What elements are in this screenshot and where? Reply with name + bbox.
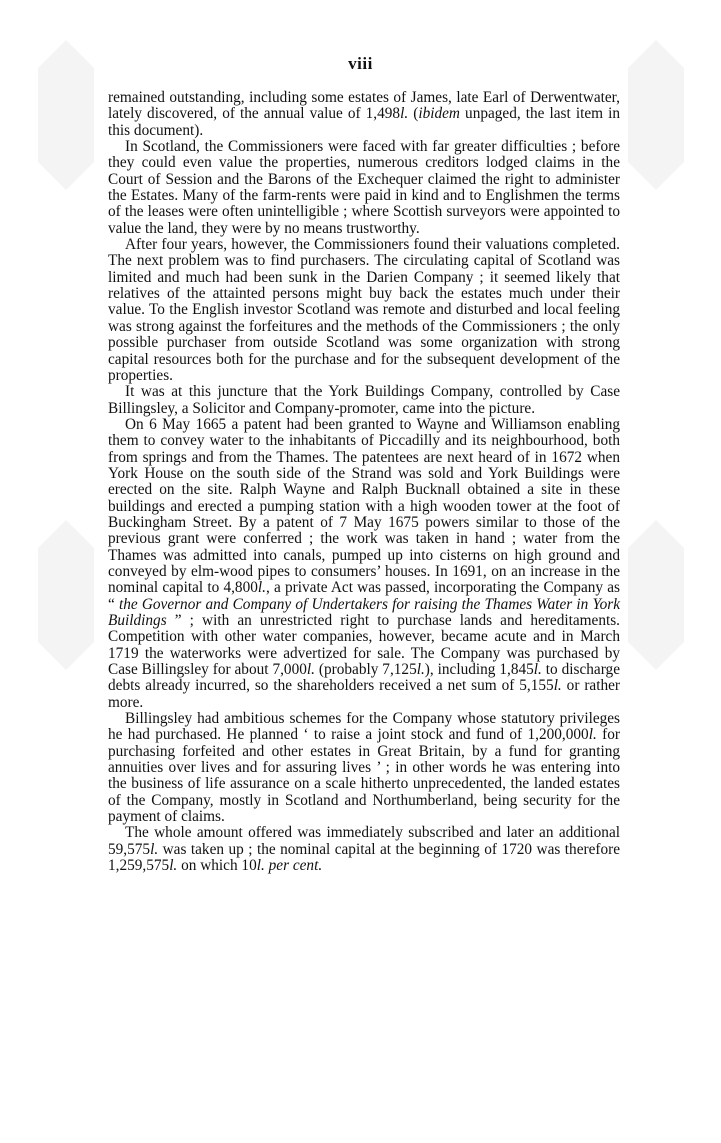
italic-text: the Governor and Company of Undertakers for raising the Thames Water in York Buildings [108,595,620,629]
text-run: Billingsley had ambitious schemes for the Company whose statutory privileges he had purchased. He planned ‘ to raise a joint stock and fund of 1,200,000 [108,710,620,744]
paragraph [108,384,620,417]
italic-text: l. [257,579,266,597]
italic-text: l. [256,857,265,875]
italic-text: l. [169,857,178,875]
text-run: for purchasing forfeited and other estates in Great Britain, by a fund for granting annuities over lives and for assuring lives ’ ; in other words he was entering into the business of life assurance on a scale hitherto unprecedented, the landed estates of the Company, mostly in Scotland and Northumberland, being security for the payment of claims. [108,726,620,826]
italic-text: l. [150,840,159,858]
paragraph [108,825,620,874]
paragraph [108,417,620,711]
text-run: , a private Act was passed, incorporating the Company as “ [108,579,620,613]
text-run: ), including 1,845 [424,661,534,679]
italic-text: per cent. [268,857,323,875]
italic-text: l. [306,661,315,679]
watermark-emblem-icon [38,520,94,670]
text-run: On 6 May 1665 a patent had been granted to Wayne and Williamson enabling them to convey water to the inhabitants of Piccadilly and its neighbourhood, both from springs and from the Thames. The patentees are next heard of in 1672 when York House on the south side of the Strand was sold and York Buildings were erected on the site. Ralph Wayne and Ralph Bucknall obtained a site in these buildings and erected a pumping station with a high wooden tower at the foot of Buckingham Street. By a patent of 7 May 1675 powers similar to those of the previous grant were conferred ; the work was taken in hand ; water from the Thames was admitted into canals, pumped up into cisterns on high ground and conveyed by elm-wood pipes to consumers’ houses. In 1691, on an increase in the nominal capital to 4,800 [108,415,620,597]
italic-text: l. [553,677,562,695]
italic-text: l. [533,661,542,679]
text-run: It was at this juncture that the York Buildings Company, controlled by Case Billingsley, a Solicitor and Company-promoter, came into the picture. [108,383,620,417]
paragraph [108,711,620,825]
text-run: or rather more. [108,677,621,711]
body-text [108,90,620,875]
text-run: The whole amount offered was immediately subscribed and later an additional 59,575 [108,824,620,858]
italic-text: l. [400,105,409,123]
italic-text: ibidem [418,105,460,123]
text-run: unpaged, the last item in this document). [108,105,620,139]
text-run: In Scotland, the Commissioners were faced with far greater difficulties ; before they could even value the properties, numerous creditors lodged claims in the Court of Session and the Barons of the Exchequer claimed the right to administer the Estates. Many of the farm-rents were paid in kind and to Englishmen the terms of the leases were often unintelligible ; where Scottish surveyors were appointed to value the land, they were by no means trustworthy. [108,138,620,237]
text-run: to discharge debts already incurred, so the shareholders received a net sum of 5,155 [108,661,620,695]
paragraph [108,237,620,384]
text-run: remained outstanding, including some estates of James, late Earl of Derwentwater, lately discovered, of the annual value of 1,498 [108,89,620,123]
watermark-emblem-icon [628,520,684,670]
text-run: on which 10 [177,857,257,875]
italic-text: l. [416,661,425,679]
paragraph [108,139,620,237]
text-run: ( [408,105,419,123]
paragraph [108,90,620,139]
text-run: After four years, however, the Commissioners found their valuations completed. The next problem was to find purchasers. The circulating capital of Scotland was limited and much had been sunk in the Darien Company ; it seemed likely that relatives of the attainted persons might buy back the estates much under their value. To the English investor Scotland was remote and disturbed and local feeling was strong against the forfeitures and the methods of the Commissioners ; the only possible purchaser from outside Scotland was some organization with strong capital resources both for the purchase and for the subsequent development of the properties. [108,236,620,384]
italic-text: l. [588,726,597,744]
text-run: (probably 7,125 [314,661,417,679]
text-run: ” ; with an unrestricted right to purchase lands and hereditaments. Competition with other water companies, however, became acute and in March 1719 the waterworks were advertized for sale. The Company was purchased by Case Billingsley for about 7,000 [108,612,620,679]
page-number: viii [348,54,373,73]
text-run: was taken up ; the nominal capital at the beginning of 1720 was therefore 1,259,575 [108,840,620,875]
